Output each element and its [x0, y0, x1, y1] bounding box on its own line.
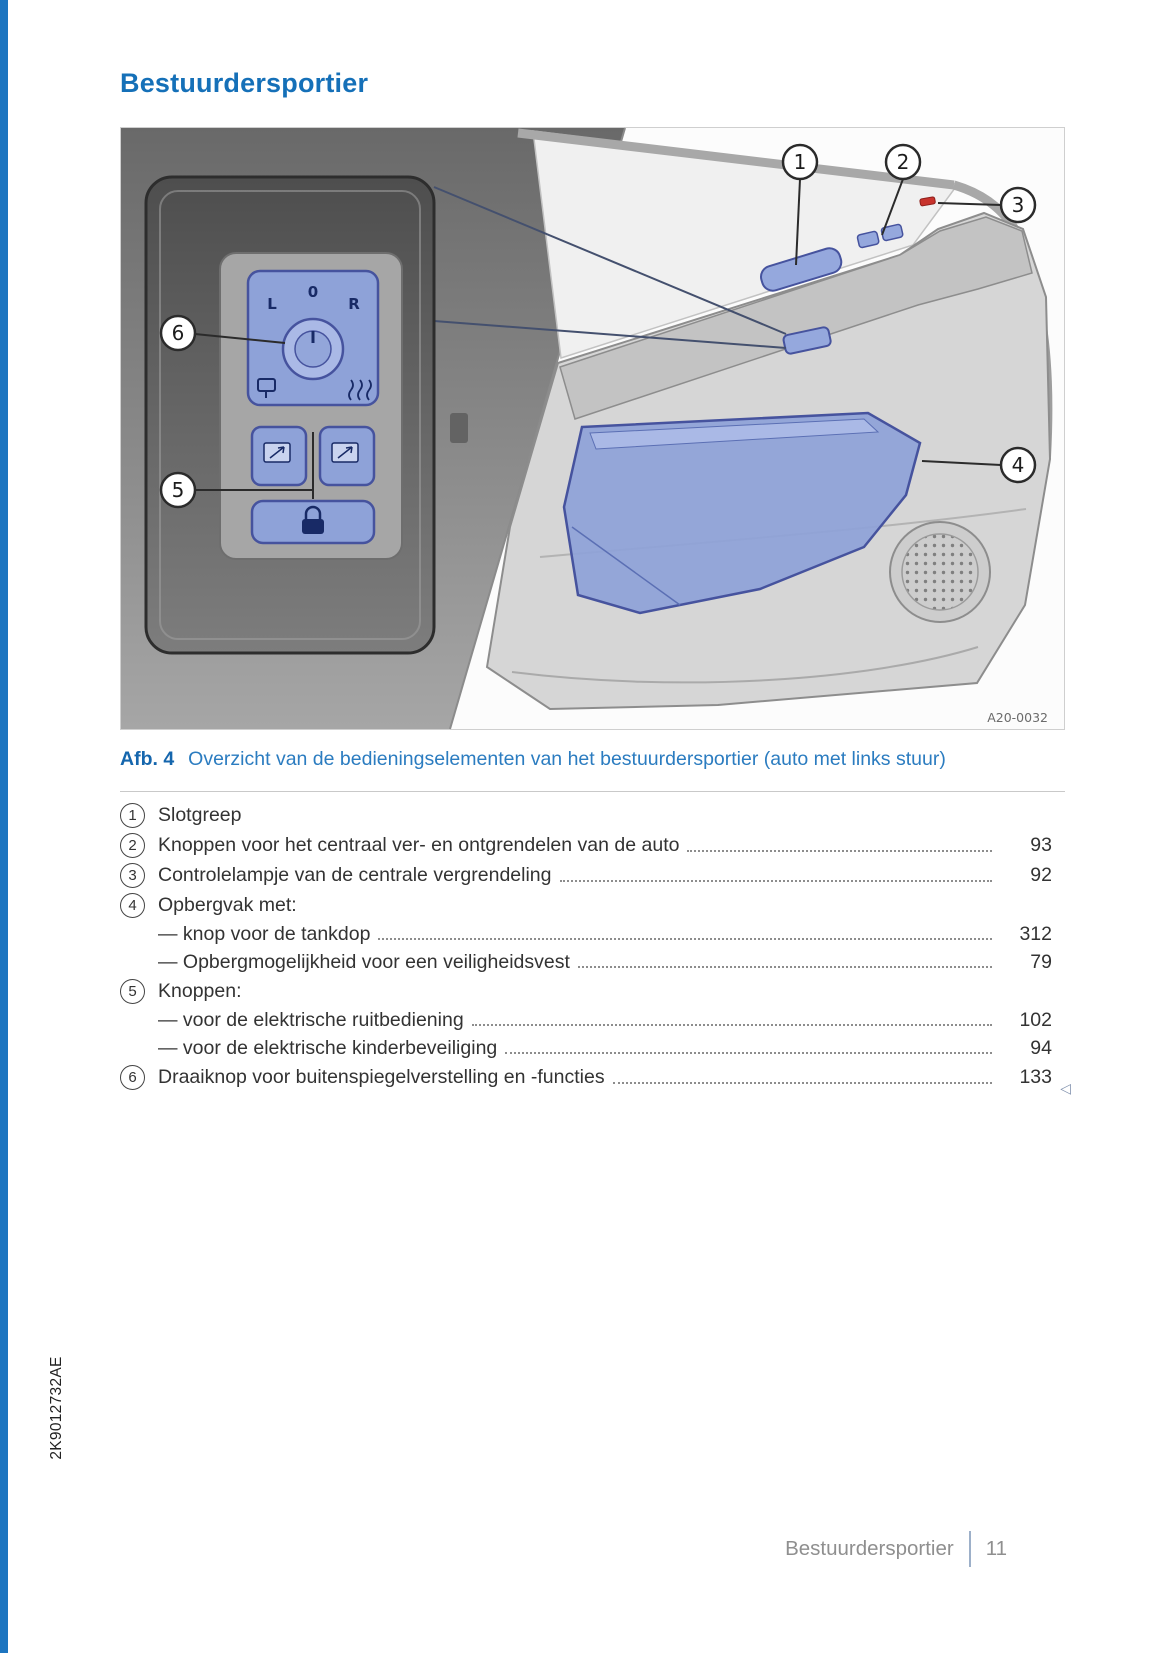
- dot-leader: [505, 1052, 992, 1054]
- page-footer: [785, 1531, 1007, 1567]
- callout-4: [1001, 448, 1035, 482]
- dot-leader: [613, 1082, 992, 1084]
- legend-item-number: 3: [120, 863, 158, 888]
- footer-page-number: 11: [985, 1537, 1007, 1560]
- svg-text:3: 3: [1011, 193, 1025, 217]
- callout-5: [161, 473, 195, 507]
- mirror-control: [248, 271, 378, 405]
- legend-subitem: [120, 921, 1052, 949]
- legend-item: [120, 801, 1052, 831]
- figure-caption-text: Overzicht van de bedieningselementen van het bestuurdersportier (auto met links stuur): [188, 748, 946, 770]
- legend-item-page: 93: [1030, 834, 1052, 857]
- svg-text:5: 5: [171, 478, 185, 502]
- child-lock-button: [252, 501, 374, 543]
- window-icon: [264, 443, 290, 462]
- svg-text:1: 1: [793, 150, 807, 174]
- svg-text:4: 4: [1011, 453, 1025, 477]
- legend-item-number: 6: [120, 1065, 158, 1090]
- legend-item-text: — knop voor de tankdop: [158, 923, 371, 946]
- legend-item-page: 92: [1030, 864, 1052, 887]
- legend-item-page: 312: [1019, 923, 1052, 946]
- legend-item-text: Knoppen voor het centraal ver- en ontgrendelen van de auto: [158, 834, 680, 857]
- legend-item-number: 5: [120, 979, 158, 1004]
- figure: [120, 127, 1065, 730]
- callout-2: [886, 145, 920, 179]
- legend-item-page: 102: [1019, 1009, 1052, 1032]
- mirror-label-right: R: [348, 295, 360, 313]
- legend-item-text: — voor de elektrische ruitbediening: [158, 1009, 464, 1032]
- legend-item-text: Opbergvak met:: [158, 894, 297, 917]
- callout-6: [161, 316, 195, 350]
- mirror-label-center: 0: [307, 283, 319, 301]
- legend-item: [120, 1063, 1052, 1093]
- dot-leader: [472, 1024, 992, 1026]
- legend-item-text: Controlelampje van de centrale vergrendeling: [158, 864, 552, 887]
- legend-item-number: 4: [120, 893, 158, 918]
- legend-item-text: — Opbergmogelijkheid voor een veiligheidsvest: [158, 951, 570, 974]
- legend-item: [120, 831, 1052, 861]
- figure-caption: [120, 746, 1045, 774]
- legend-subitem: [120, 1035, 1052, 1063]
- legend-item-page: 79: [1030, 951, 1052, 974]
- footer-divider: [969, 1531, 971, 1567]
- callout-3: [1001, 188, 1035, 222]
- page-content: [120, 0, 1071, 1096]
- legend-item-number: 2: [120, 833, 158, 858]
- document-code: 2K9012732AE: [48, 1356, 65, 1460]
- figure-image-code: A20-0032: [987, 710, 1048, 725]
- footer-section-title: Bestuurdersportier: [785, 1537, 954, 1560]
- left-accent-bar: [0, 0, 8, 1653]
- legend-item-text: Knoppen:: [158, 980, 242, 1003]
- legend-item: [120, 891, 1052, 921]
- legend: [120, 801, 1071, 1096]
- divider-line: [120, 791, 1065, 792]
- legend-subitem: [120, 949, 1052, 977]
- svg-text:2: 2: [896, 150, 910, 174]
- dot-leader: [378, 938, 992, 940]
- door-illustration: [120, 127, 1065, 730]
- legend-item-page: 133: [1019, 1066, 1052, 1089]
- legend-subitem: [120, 1007, 1052, 1035]
- figure-caption-label: Afb. 4: [120, 748, 175, 770]
- mirror-label-left: L: [267, 295, 277, 313]
- legend-item: [120, 977, 1052, 1007]
- legend-item-page: 94: [1030, 1037, 1052, 1060]
- legend-item-text: — voor de elektrische kinderbeveiliging: [158, 1037, 498, 1060]
- legend-item-number: 1: [120, 803, 158, 828]
- dot-leader: [687, 850, 992, 852]
- window-icon: [332, 443, 358, 462]
- legend-item: [120, 861, 1052, 891]
- section-end-marker: ◁: [1060, 1079, 1071, 1096]
- legend-item-text: Draaiknop voor buitenspiegelverstelling en -functies: [158, 1066, 605, 1089]
- callout-1: [783, 145, 817, 179]
- inset-panel: [146, 177, 434, 653]
- dot-leader: [578, 966, 992, 968]
- door-check-strap: [450, 413, 468, 443]
- svg-text:6: 6: [171, 321, 185, 345]
- legend-item-text: Slotgreep: [158, 804, 242, 827]
- dot-leader: [560, 880, 993, 882]
- speaker: [890, 522, 990, 622]
- page-title: Bestuurdersportier: [120, 68, 369, 98]
